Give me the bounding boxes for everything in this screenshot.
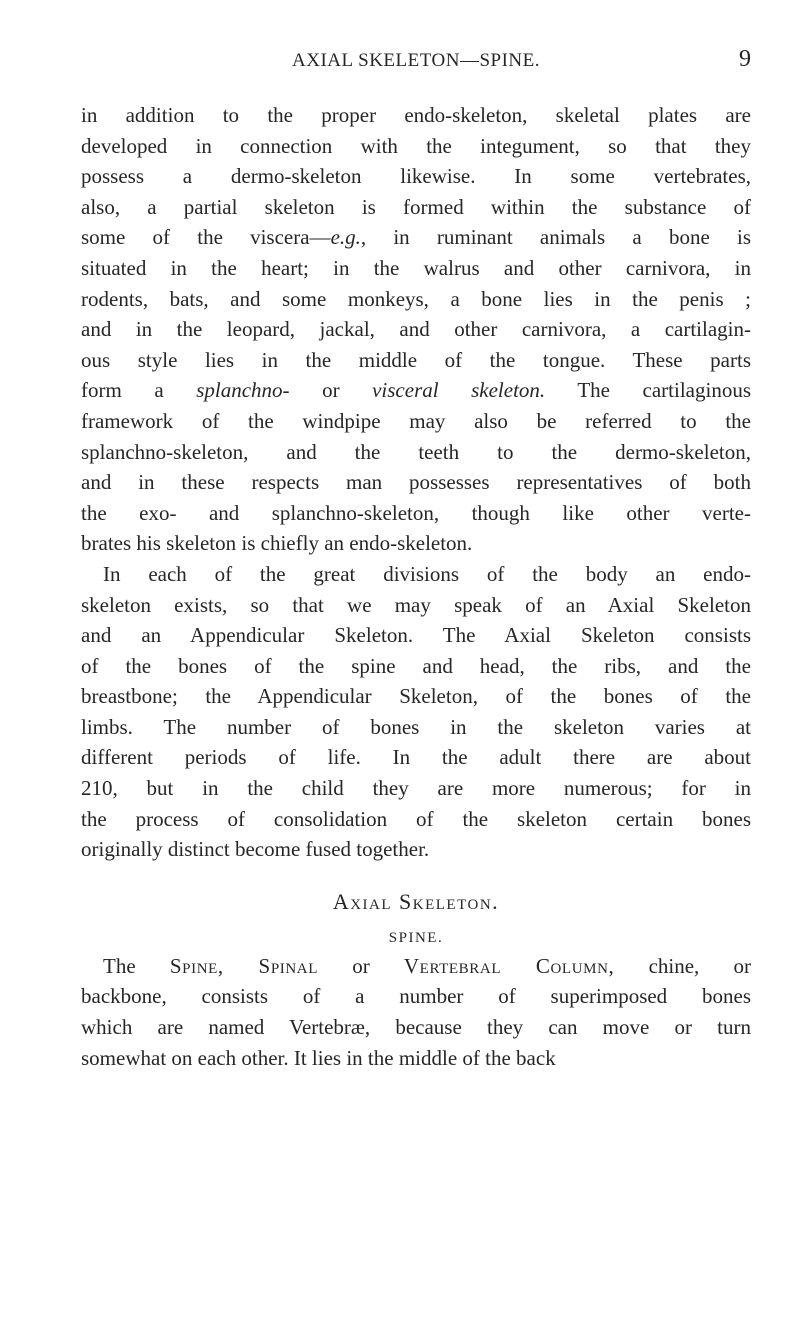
text-line: originally distinct become fused together.	[81, 837, 430, 862]
text-line: and in these respects man possesses representatives of both	[81, 470, 751, 495]
text-line: breastbone; the Appendicular Skeleton, of the bones of the	[81, 684, 751, 709]
text-line: In each of the great divisions of the body an endo-	[103, 561, 751, 586]
text-line: which are named Vertebræ, because they can move or turn	[81, 1015, 751, 1040]
italic-term: splanchno-	[196, 378, 290, 403]
text-line: 210, but in the child they are more numerous; for in	[81, 776, 751, 801]
running-head	[81, 40, 751, 80]
page-number: 9	[739, 46, 751, 72]
text-line: ous style lies in the middle of the tongue. These parts	[81, 347, 751, 372]
text-segment: , in ruminant animals a bone is	[360, 225, 751, 250]
text-line: splanchno-skeleton, and the teeth to the dermo-skeleton,	[81, 439, 751, 464]
italic-term: visceral skeleton.	[372, 378, 546, 403]
small-caps-term: Vertebral Column,	[403, 953, 615, 978]
text-line: of the bones of the spine and head, the ribs, and the	[81, 653, 751, 678]
section-heading: Axial Skeleton.	[332, 888, 500, 914]
text-line: the exo- and splanchno-skeleton, though like other verte-	[81, 500, 751, 525]
text-segment: or	[318, 953, 404, 978]
text-line: in addition to the proper endo-skeleton, skeletal plates are	[81, 103, 751, 127]
text-line: different periods of life. In the adult there are about	[81, 745, 751, 770]
body-text	[81, 100, 751, 1073]
text-line	[81, 375, 751, 406]
text-line: limbs. The number of bones in the skeleton varies at	[81, 714, 751, 739]
text-line: brates his skeleton is chiefly an endo-skeleton.	[81, 531, 473, 556]
text-line: and in the leopard, jackal, and other carnivora, a cartilagin-	[81, 317, 751, 342]
running-title: AXIAL SKELETON—SPINE.	[292, 50, 540, 71]
text-line: skeleton exists, so that we may speak of an Axial Skeleton	[81, 592, 751, 617]
text-line: also, a partial skeleton is formed within the substance of	[81, 194, 751, 219]
text-line: and an Appendicular Skeleton. The Axial Skeleton consists	[81, 623, 751, 648]
section-subheading: SPINE.	[388, 929, 444, 946]
text-line	[81, 222, 751, 253]
text-segment: The cartilaginous	[545, 378, 751, 403]
text-line: situated in the heart; in the walrus and other carnivora, in	[81, 255, 751, 280]
text-line: possess a dermo-skeleton likewise. In some vertebrates,	[81, 164, 751, 189]
small-caps-term: Spine, Spinal	[169, 953, 318, 978]
text-line: backbone, consists of a number of superimposed bones	[81, 984, 751, 1009]
text-segment: chine, or	[614, 953, 751, 978]
text-line: somewhat on each other. It lies in the middle of the back	[81, 1045, 556, 1070]
text-segment: some of the viscera—	[81, 225, 331, 250]
text-line: developed in connection with the integument, so that they	[81, 133, 751, 158]
text-line	[81, 951, 751, 982]
text-line: the process of consolidation of the skeleton certain bones	[81, 806, 751, 831]
paragraph-spine	[81, 951, 751, 1073]
text-segment: form a	[81, 378, 197, 403]
text-line: framework of the windpipe may also be referred to the	[81, 408, 751, 433]
paragraph-intro-skeletons	[81, 100, 751, 559]
paragraph-axial-appendicular	[81, 559, 751, 865]
text-line: rodents, bats, and some monkeys, a bone lies in the penis ;	[81, 286, 751, 311]
text-segment: or	[289, 378, 373, 403]
italic-term: e.g.	[330, 225, 361, 250]
text-segment: The	[103, 953, 170, 978]
